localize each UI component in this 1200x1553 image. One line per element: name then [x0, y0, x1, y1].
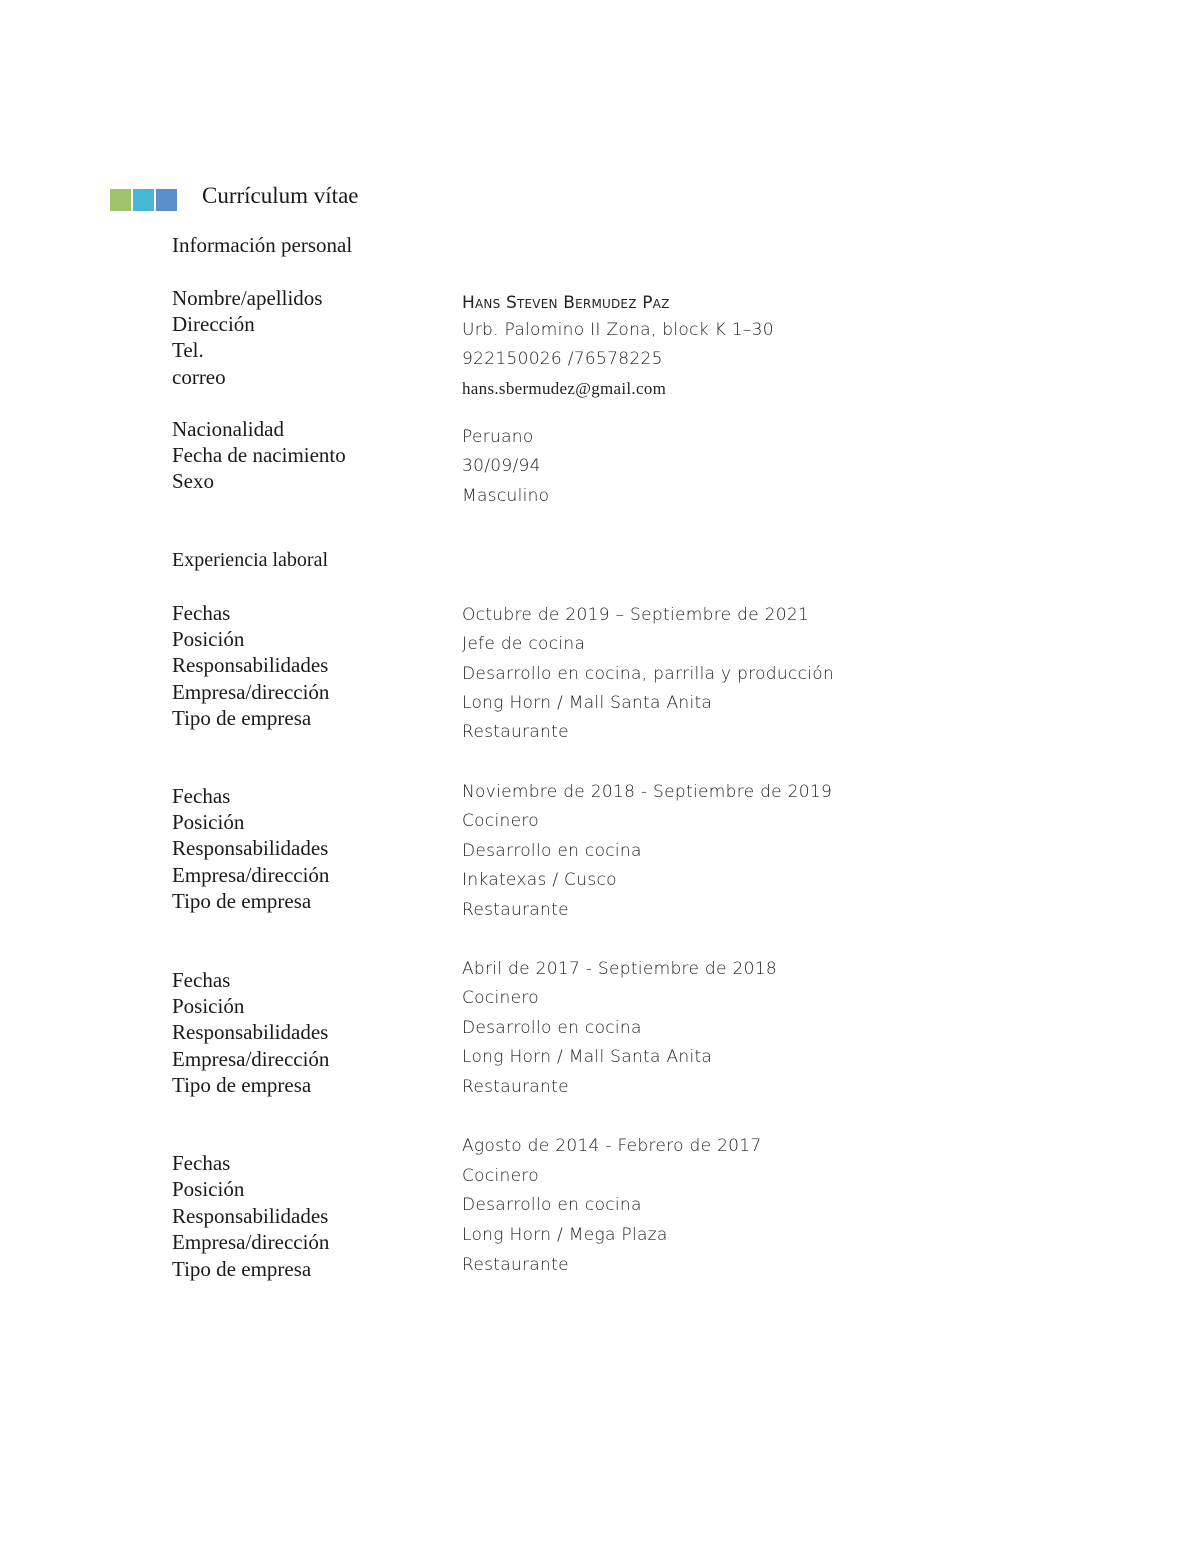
job-position: Jefe de cocina [462, 634, 586, 654]
section-title-experience: Experiencia laboral [172, 549, 329, 571]
label-company: Empresa/dirección [172, 1230, 330, 1254]
job-dates: Octubre de 2019 – Septiembre de 2021 [462, 605, 810, 625]
job-company-type: Restaurante [462, 722, 569, 742]
label-sex: Sexo [172, 469, 214, 493]
value-name: Hans Steven Bermudez Paz [462, 293, 670, 313]
blue-square-icon [156, 189, 177, 211]
document-title: Currículum vítae [202, 183, 359, 208]
label-company-type: Tipo de empresa [172, 889, 312, 913]
value-email: hans.sbermudez@gmail.com [462, 379, 667, 398]
job-company-type: Restaurante [462, 900, 569, 920]
label-company: Empresa/dirección [172, 680, 330, 704]
label-responsibilities: Responsabilidades [172, 836, 329, 860]
label-dates: Fechas [172, 784, 231, 808]
job-responsibilities: Desarrollo en cocina [462, 1195, 642, 1215]
label-nationality: Nacionalidad [172, 417, 284, 441]
value-address: Urb. Palomino II Zona, block K 1–30 [462, 320, 774, 340]
label-dates: Fechas [172, 1151, 231, 1175]
label-company: Empresa/dirección [172, 863, 330, 887]
job-company: Long Horn / Mall Santa Anita [462, 1047, 713, 1067]
label-responsibilities: Responsabilidades [172, 1020, 329, 1044]
label-dates: Fechas [172, 968, 231, 992]
label-responsibilities: Responsabilidades [172, 653, 329, 677]
label-phone: Tel. [172, 338, 204, 362]
job-company: Long Horn / Mega Plaza [462, 1225, 668, 1245]
label-address: Dirección [172, 312, 255, 336]
job-responsibilities: Desarrollo en cocina [462, 1018, 642, 1038]
label-dates: Fechas [172, 601, 231, 625]
job-position: Cocinero [462, 811, 539, 831]
job-dates: Abril de 2017 - Septiembre de 2018 [462, 959, 777, 979]
job-position: Cocinero [462, 988, 539, 1008]
label-name: Nombre/apellidos [172, 286, 323, 310]
job-company: Inkatexas / Cusco [462, 870, 617, 890]
label-email: correo [172, 365, 226, 389]
label-position: Posición [172, 994, 245, 1018]
value-sex: Masculino [462, 486, 550, 506]
job-company: Long Horn / Mall Santa Anita [462, 693, 713, 713]
section-title-personal: Información personal [172, 233, 353, 257]
label-responsibilities: Responsabilidades [172, 1204, 329, 1228]
job-responsibilities: Desarrollo en cocina [462, 841, 642, 861]
job-company-type: Restaurante [462, 1255, 569, 1275]
label-company-type: Tipo de empresa [172, 1073, 312, 1097]
label-birthdate: Fecha de nacimiento [172, 443, 346, 467]
value-phone: 922150026 /76578225 [462, 349, 663, 369]
label-position: Posición [172, 627, 245, 651]
label-company-type: Tipo de empresa [172, 1257, 312, 1281]
cyan-square-icon [133, 189, 154, 211]
label-position: Posición [172, 810, 245, 834]
value-nationality: Peruano [462, 427, 534, 447]
label-company-type: Tipo de empresa [172, 706, 312, 730]
green-square-icon [110, 189, 131, 211]
job-position: Cocinero [462, 1166, 539, 1186]
label-position: Posición [172, 1177, 245, 1201]
job-responsibilities: Desarrollo en cocina, parrilla y producción [462, 664, 835, 684]
job-company-type: Restaurante [462, 1077, 569, 1097]
logo-squares [110, 189, 177, 211]
job-dates: Agosto de 2014 - Febrero de 2017 [462, 1136, 762, 1156]
job-dates: Noviembre de 2018 - Septiembre de 2019 [462, 782, 833, 802]
label-company: Empresa/dirección [172, 1047, 330, 1071]
value-birthdate: 30/09/94 [462, 456, 541, 476]
